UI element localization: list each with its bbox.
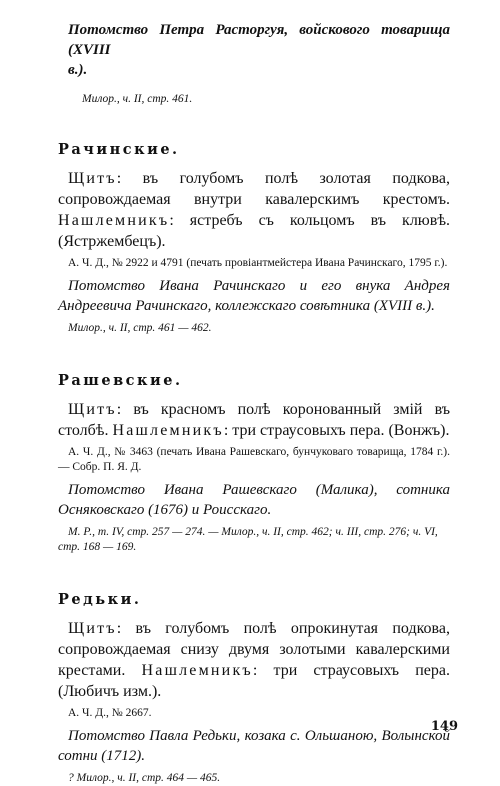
- shield-label: Щитъ: [68, 401, 117, 418]
- entry-lineage-redki: Потомство Павла Редьки, козака с. Ольшаною, Волынской сотни (1712).: [58, 728, 450, 764]
- entry-reference-rachinskie: Милор., ч. II, стр. 461 — 462.: [68, 322, 212, 334]
- entry-source-rachinskie: А. Ч. Д., № 2922 и 4791 (печать провіантмейстера Ивана Рачинскаго, 1795 г.).: [68, 257, 448, 269]
- crest-label: Нашлемникъ: [112, 422, 224, 439]
- page-number: 149: [430, 719, 458, 734]
- text-column: [58, 14, 450, 786]
- shield-text: : въ голубомъ полѣ золотая подкова, сопровождаемая внутри кавалерскимъ крестомъ.: [58, 170, 450, 208]
- crest-label: Нашлемникъ: [58, 212, 170, 229]
- entry-source-rashevskie: А. Ч. Д., № 3463 (печать Ивана Рашевскаго, бунчуковаго товарища, 1784 г.). — Собр. П. Я. Д.: [58, 446, 450, 473]
- entry-title-rachinskie: Рачинские.: [58, 141, 180, 158]
- shield-text: : въ красномъ полѣ коронованный змій въ столбѣ.: [58, 401, 450, 439]
- intro-lineage-line-2: в.).: [68, 62, 88, 78]
- crest-label: Нашлемникъ: [141, 662, 253, 679]
- intro-reference: Милор., ч. II, стр. 461.: [82, 93, 193, 105]
- entry-title-rashevskie: Рашевские.: [58, 372, 183, 389]
- shield-text: : въ голубомъ полѣ опрокинутая подкова, сопровождаемая снизу двумя золотыми кавалерскими крестами.: [58, 620, 450, 679]
- entry-title-redki: Редьки.: [58, 591, 142, 608]
- entry-reference-rashevskie: М. Р., т. IV, стр. 257 — 274. — Милор., ч. II, стр. 462; ч. III, стр. 276; ч. VI, стр. 168 — 169.: [58, 526, 438, 553]
- shield-label: Щитъ: [68, 620, 117, 637]
- intro-lineage-line-1: Потомство Петра Расторгуя, войскового товарища (XVIII: [68, 22, 450, 58]
- entry-reference-redki: ? Милор., ч. II, стр. 464 — 465.: [68, 772, 221, 784]
- crest-text: : три страусовыхъ пера. (Любичъ изм.).: [58, 662, 451, 700]
- entry-lineage-rashevskie: Потомство Ивана Рашевскаго (Малика), сотника Осняковскаго (1676) и Роисскаго.: [58, 482, 450, 518]
- crest-text: : три страусовыхъ пера. (Вонжъ).: [223, 422, 450, 439]
- entry-description-rashevskie: [58, 399, 450, 441]
- entry-source-redki: А. Ч. Д., № 2667.: [68, 707, 152, 719]
- entry-description-rachinskie: [58, 168, 450, 252]
- entry-lineage-rachinskie: Потомство Ивана Рачинскаго и его внука Андрея Андреевича Рачинскаго, коллежскаго совѣтника (XVIII в.).: [58, 278, 450, 314]
- crest-text: : ястребъ съ кольцомъ въ клювѣ. (Ястржембецъ).: [58, 212, 450, 250]
- shield-label: Щитъ: [68, 170, 117, 187]
- intro-lineage: [68, 20, 450, 80]
- entry-description-redki: [58, 618, 450, 702]
